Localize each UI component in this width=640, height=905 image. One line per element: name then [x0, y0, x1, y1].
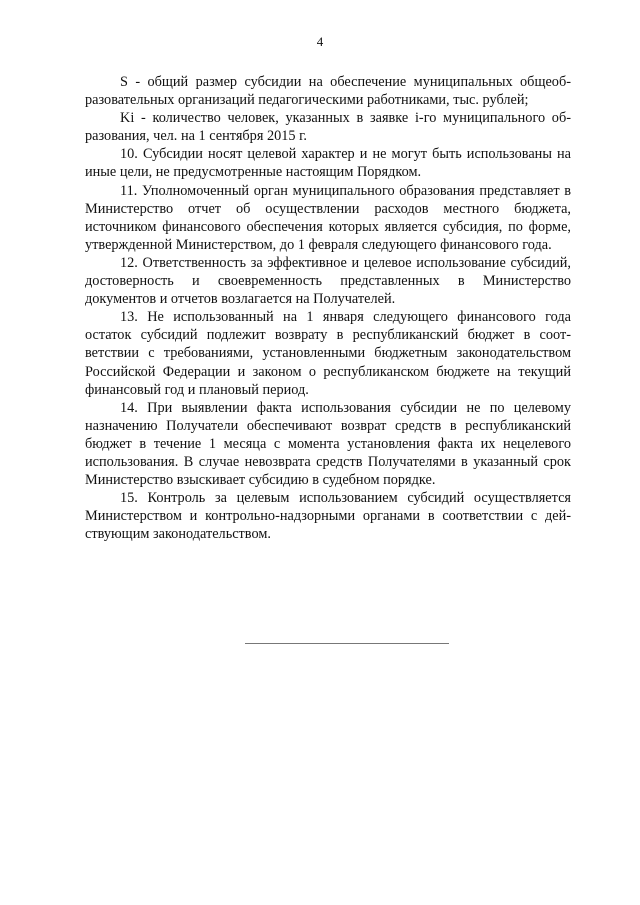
paragraph-14: 14. При выявлении факта использования субсидии не по целевому назначению Получатели обеспечивают возврат средств в республиканский бюджет в течение 1 месяца с момента установления факта их нецелевого использования. В случае невозврата средств Получателями в указанный срок Министерство взыскивает субсидию в судебном порядке.: [85, 399, 571, 489]
document-body: [85, 73, 571, 543]
paragraph-10: 10. Субсидии носят целевой характер и не могут быть использованы на иные цели, не предусмотренные настоящим Порядком.: [85, 146, 571, 181]
end-separator-line: [245, 643, 449, 644]
paragraph-ki-definition: Ki - количество человек, указанных в заявке i-го муниципального образования, чел. на 1 сентября 2015 г.: [85, 110, 571, 145]
paragraph-13: 13. Не использованный на 1 января следующего финансового года остаток субсидий подлежит возврату в республиканский бюджет в соответствии с требованиями, установленными бюджетным законодательством Российской Федерации и законом о республиканском бюджете на текущий финансовый год и плановый период.: [85, 309, 571, 398]
paragraph-s-definition: S - общий размер субсидии на обеспечение муниципальных общеобразовательных организаций педагогическими работниками, тыс. рублей;: [85, 74, 571, 109]
paragraph-12: 12. Ответственность за эффективное и целевое использование субсидий, достоверность и своевременность представленных в Министерство документов и отчетов возлагается на Получателей.: [85, 254, 571, 308]
page-number: 4: [316, 34, 324, 49]
paragraph-15: 15. Контроль за целевым использованием субсидий осуществляется Министерством и контрольно-надзорными органами в соответствии с действующим законодательством.: [85, 490, 571, 543]
paragraph-11: 11. Уполномоченный орган муниципального образования представляет в Министерство отчет об осуществлении расходов местного бюджета, источником финансового обеспечения которых является субсидия, по форме, утвержденной Министерством, до 1 февраля следующего финансового года.: [85, 182, 571, 253]
